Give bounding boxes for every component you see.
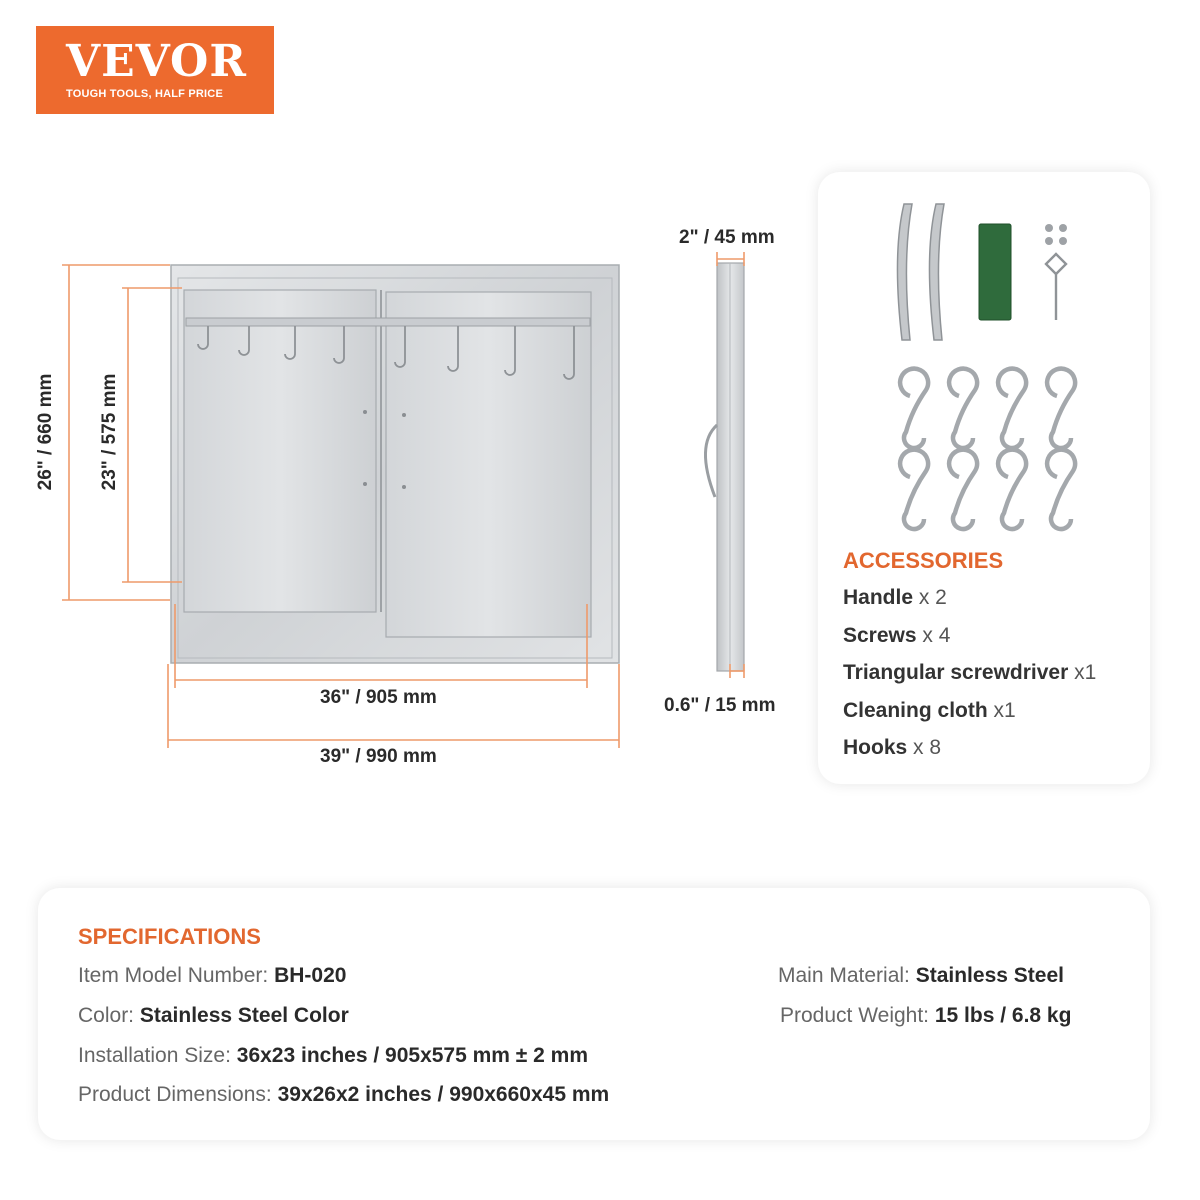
spec-product-weight: Product Weight: 15 lbs / 6.8 kg	[780, 1004, 1072, 1027]
specifications-card	[38, 888, 1150, 1140]
specifications-title: SPECIFICATIONS	[78, 924, 261, 949]
cleaning-cloth-icon	[979, 224, 1011, 320]
inner-height-label: 23" / 575 mm	[99, 373, 120, 491]
accessories-list	[843, 586, 1096, 774]
accessories-title: ACCESSORIES	[843, 548, 1004, 573]
spec-main-material: Main Material: Stainless Steel	[778, 964, 1064, 987]
flange-label: 0.6" / 15 mm	[664, 695, 776, 716]
side-handle	[705, 425, 717, 497]
right-door-panel	[386, 292, 591, 637]
door-illustration	[0, 0, 810, 800]
handle-icon	[897, 204, 944, 340]
spec-color: Color: Stainless Steel Color	[78, 1004, 349, 1027]
accessories-card	[818, 172, 1150, 784]
product-diagram	[0, 0, 810, 800]
accessory-item: Triangular screwdriver x1	[843, 661, 1097, 684]
outer-height-label: 26" / 660 mm	[35, 373, 56, 491]
accessories-illustration	[818, 172, 1150, 532]
depth-label: 2" / 45 mm	[679, 227, 775, 248]
logo-tagline: TOUGH TOOLS, HALF PRICE	[66, 88, 223, 100]
screws-icon	[1045, 224, 1067, 245]
hook-bar	[186, 318, 590, 326]
spec-product-dimensions: Product Dimensions: 39x26x2 inches / 990x660x45 mm	[78, 1083, 610, 1106]
inner-width-label: 36" / 905 mm	[320, 687, 437, 708]
accessory-item: Handle x 2	[843, 586, 947, 609]
logo-brand: VEVOR	[66, 36, 247, 87]
accessory-item: Cleaning cloth x1	[843, 698, 1016, 722]
spec-installation-size: Installation Size: 36x23 inches / 905x575 mm ± 2 mm	[78, 1044, 589, 1067]
spec-model-number: Item Model Number: BH-020	[78, 964, 347, 987]
outer-width-label: 39" / 990 mm	[320, 746, 437, 767]
accessory-item: Hooks x 8	[843, 736, 942, 759]
accessory-item: Screws x 4	[843, 623, 951, 647]
left-door-panel	[184, 290, 376, 612]
logo-registered-mark: ®	[280, 42, 288, 53]
s-hooks-icon	[900, 369, 1075, 529]
screwdriver-icon	[1046, 254, 1066, 320]
